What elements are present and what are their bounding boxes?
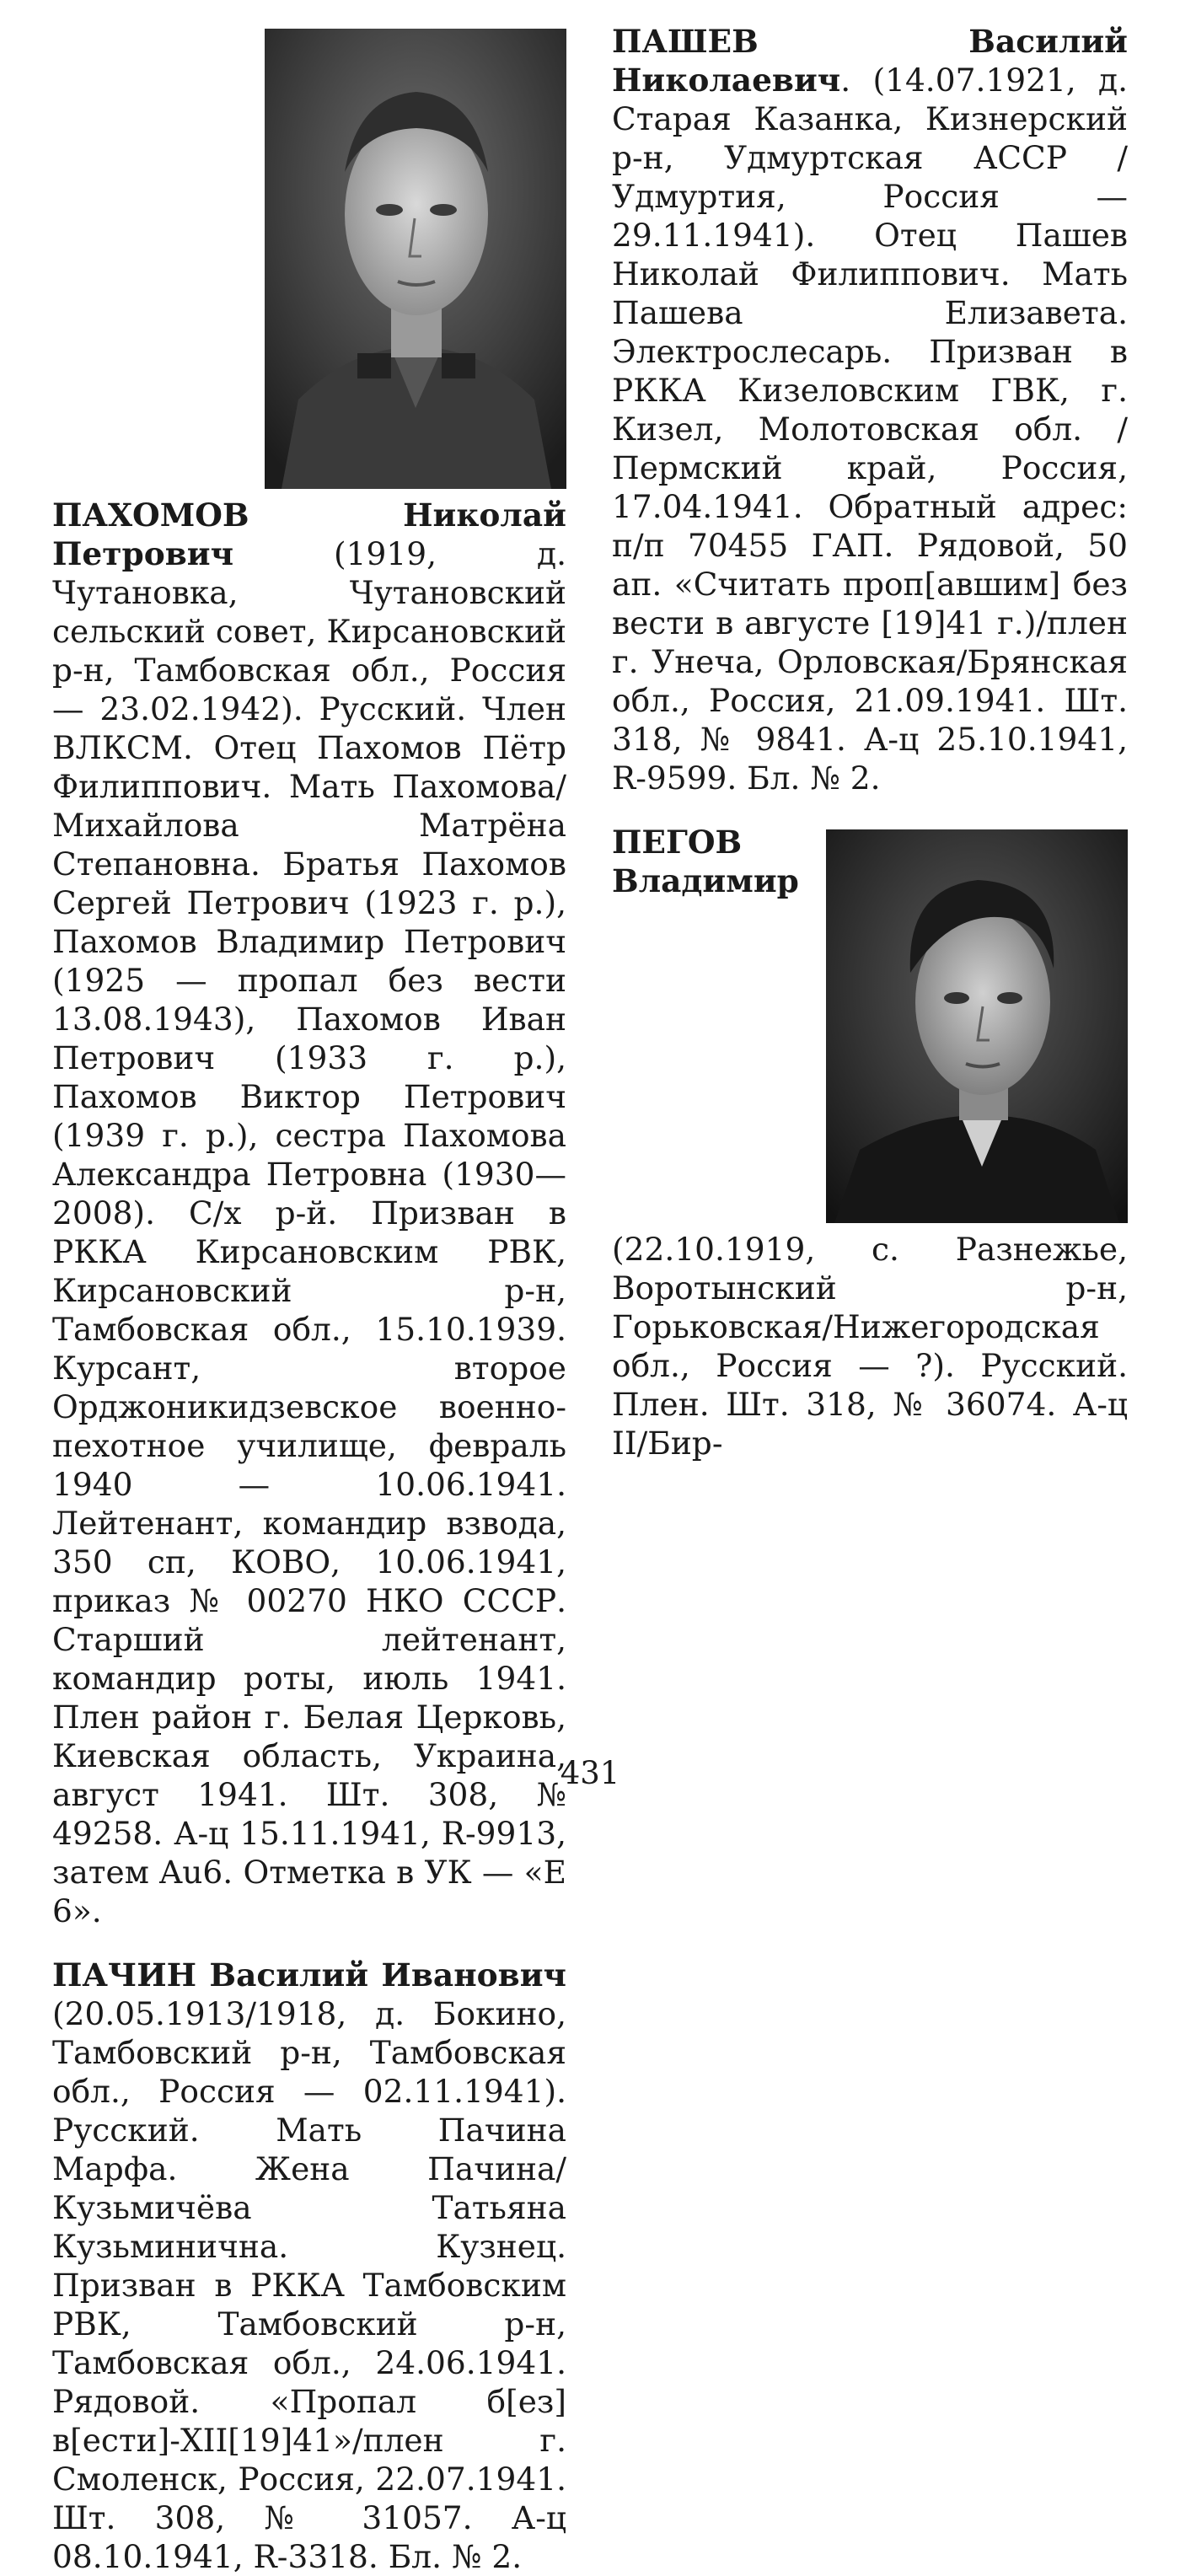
- entry-text: (22.10.1919, с. Разнежье, Воротынский р-н, Горьковская/Нижегородская обл., Россия — ?). Русский. Плен. Шт. 318, № 36074. А-ц II/Бир-: [612, 1231, 1128, 1462]
- entry-name: ПАШЕВ Василий Николаевич: [612, 23, 1128, 99]
- portrait-photo-pegov: [826, 829, 1128, 1223]
- entry-pashev: [612, 22, 1128, 797]
- page-number: 431: [560, 1755, 620, 1791]
- entry-text: . (14.07.1921, д. Старая Казанка, Кизнерский р-н, Удмуртская АССР / Удмуртия, Россия — 29.11.1941). Отец Пашев Николай Филиппович. Мать Пашева Елизавета. Электрослесарь. Призван в РККА Кизеловским ГВК, г. Кизел, Молотовская обл. / Пермский край, Россия, 17.04.1941. Обратный адрес: п/п 70455 ГАП. Рядовой, 50 ап. «Считать проп[авшим] без вести в августе [19]41 г.)/плен г. Унеча, Орловская/Брянская обл., Россия, 21.09.1941. Шт. 318, № 9841. А-ц 25.10.1941, R-9599. Бл. № 2.: [612, 62, 1128, 797]
- entry-pegov: [612, 823, 1128, 1462]
- entry-name: ПАЧИН Василий Иванович: [52, 1956, 566, 1994]
- entry-name: ПАХОМОВ Николай Петрович: [52, 496, 566, 572]
- portrait-image-pegov: [826, 829, 1128, 1223]
- portrait-image-pakhomov: [265, 29, 566, 489]
- entry-text: (20.05.1913/1918, д. Бокино, Тамбовский р-н, Тамбовская обл., Россия — 02.11.1941). Русский. Мать Пачина Марфа. Жена Пачина/Кузьмичёва Татьяна Кузьминична. Кузнец. Призван в РККА Тамбовским РВК, Тамбовский р-н, Тамбовская обл., 24.06.1941. Рядовой. «Пропал б[ез] в[ести]-XII[19]41»/плен г. Смоленск, Россия, 22.07.1941. Шт. 308, № 31057. А-ц 08.10.1941, R-3318. Бл. № 2.: [52, 1995, 566, 2575]
- entry-name: ПЕГОВ Владимир: [612, 824, 799, 899]
- entry-text: (1919, д. Чутановка, Чутановский сельский совет, Кирсановский р-н, Тамбовская обл., Россия — 23.02.1942). Русский. Член ВЛКСМ. Отец Пахомов Пётр Филиппович. Мать Пахомова/Михайлова Матрёна Степановна. Братья Пахомов Сергей Петрович (1923 г. р.), Пахомов Владимир Петрович (1925 — пропал без вести 13.08.1943), Пахомов Иван Петрович (1933 г. р.), Пахомов Виктор Петрович (1939 г. р.), сестра Пахомова Александра Петровна (1930—2008). С/х р-й. Призван в РККА Кирсановским РВК, Кирсановский р-н, Тамбовская обл., 15.10.1939. Курсант, второе Орджоникидзевское военно-пехотное училище, февраль 1940 — 10.06.1941. Лейтенант, командир взвода, 350 сп, КОВО, 10.06.1941, приказ № 00270 НКО СССР. Старший лейтенант, командир роты, июль 1941. Плен район г. Белая Церковь, Киевская область, Украина, август 1941. Шт. 308, № 49258. А-ц 15.11.1941, R-9913, затем Au6. Отметка в УК — «Е 6».: [52, 535, 566, 1929]
- left-column: [52, 22, 566, 2576]
- entry-pachin: [52, 1956, 566, 2576]
- portrait-photo-pakhomov: [265, 29, 566, 489]
- right-column: [612, 22, 1128, 1462]
- entry-pakhomov: [52, 22, 566, 1930]
